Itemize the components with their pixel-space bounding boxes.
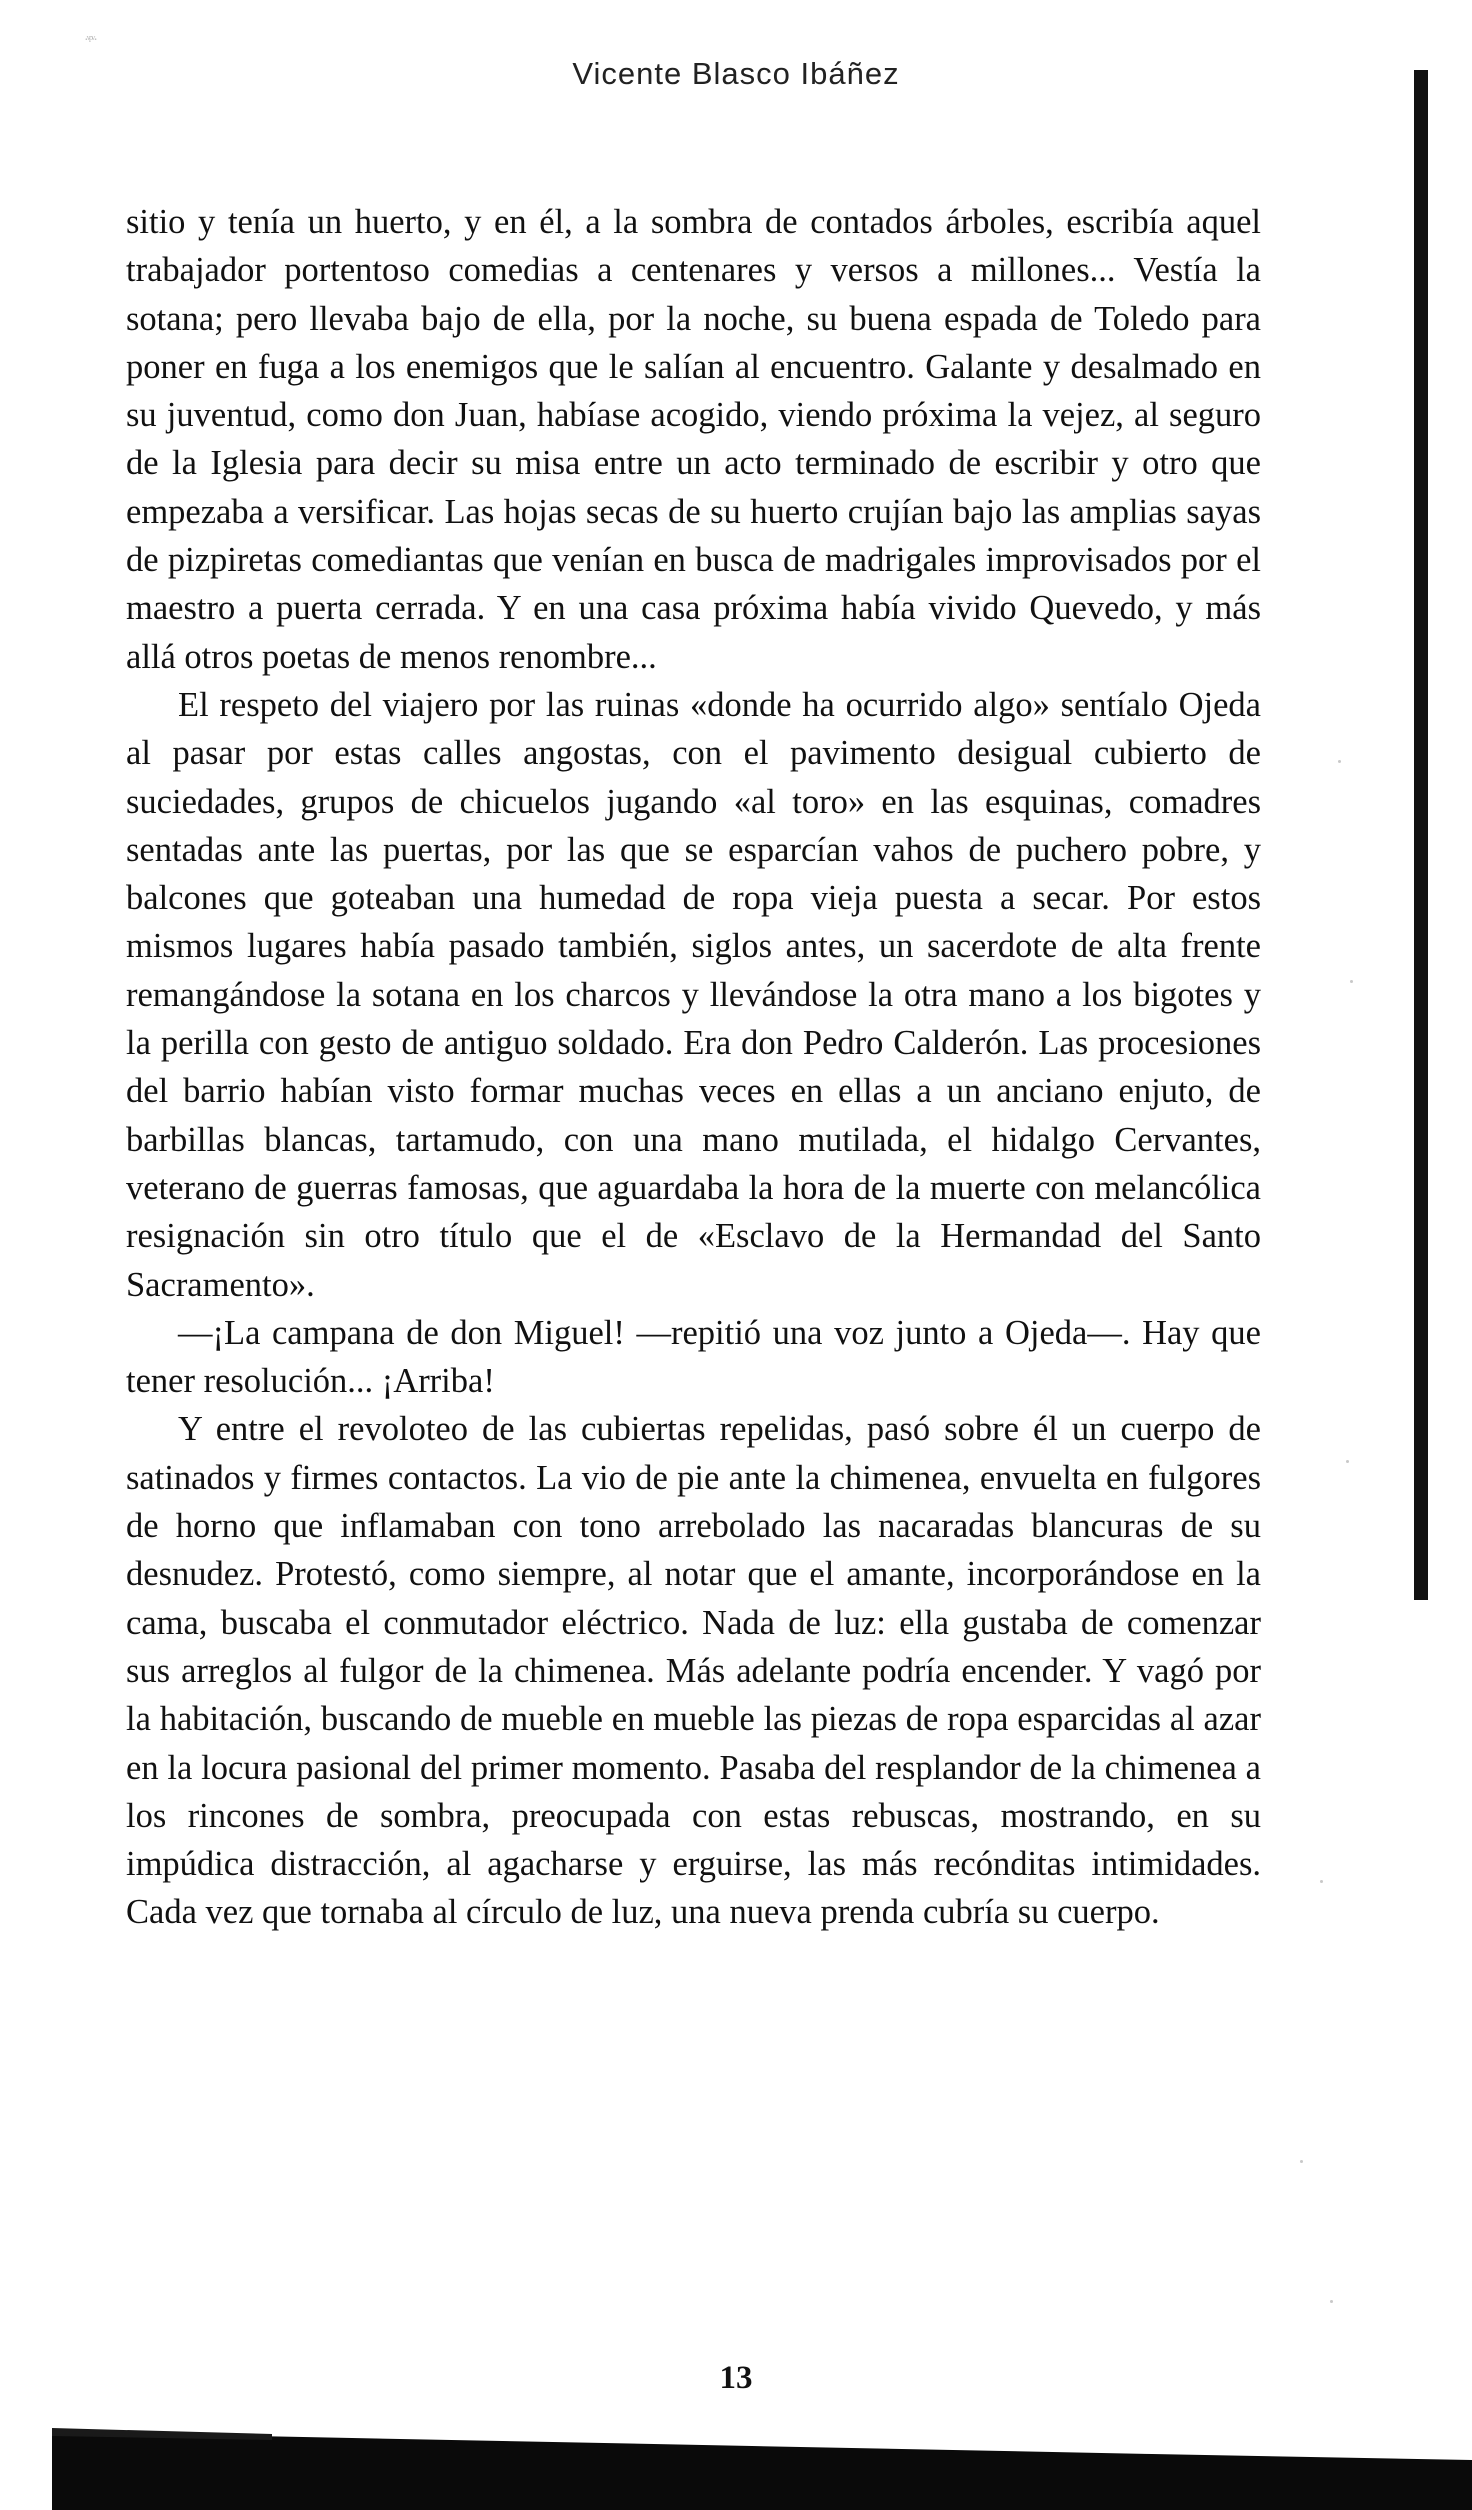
scan-binding-shadow: [1414, 70, 1428, 1600]
paragraph-4: Y entre el revoloteo de las cubiertas repelidas, pasó sobre él un cuerpo de satinados y firmes contactos. La vio de pie ante la chimenea, envuelta en fulgores de horno que inflamaban con tono arrebolado las nacaradas blancuras de su desnudez. Protestó, como siempre, al notar que el amante, incorporándose en la cama, buscaba el conmutador eléctrico. Nada de luz: ella gustaba de comenzar sus arreglos al fulgor de la chimenea. Más adelante podría encender. Y vagó por la habitación, buscando de mueble en mueble las piezas de ropa esparcidas al azar en la locura pasional del primer momento. Pasaba del resplandor de la chimenea a los rincones de sombra, preocupada con estas rebuscas, mostrando, en su impúdica distracción, al agacharse y erguirse, las más recónditas intimidades. Cada vez que tornaba al círculo de luz, una nueva prenda cubría su cuerpo.: [126, 1410, 1261, 1932]
paragraph-3: —¡La campana de don Miguel! —repitió una voz junto a Ojeda—. Hay que tener resolución... ¡Arriba!: [126, 1313, 1261, 1401]
scan-dust-dot: [1300, 2160, 1303, 2163]
scan-speck-mark: ·ᵛᵖᵛ·: [84, 33, 96, 48]
body-text: [126, 198, 1261, 1937]
scan-dust-dot: [1320, 1880, 1323, 1883]
paragraph-1: sitio y tenía un huerto, y en él, a la sombra de contados árboles, escribía aquel trabajador portentoso comedias a centenares y versos a millones... Vestía la sotana; pero llevaba bajo de ella, por la noche, su buena espada de Toledo para poner en fuga a los enemigos que le salían al encuentro. Galante y desalmado en su juventud, como don Juan, habíase acogido, viendo próxima la vejez, al seguro de la Iglesia para decir su misa entre un acto terminado de escribir y otro que empezaba a versificar. Las hojas secas de su huerto crujían bajo las amplias sayas de pizpiretas comediantas que venían en busca de madrigales improvisados por el maestro a puerta cerrada. Y en una casa próxima había vivido Quevedo, y más allá otros poetas de menos renombre...: [126, 203, 1261, 676]
running-header-author: Vicente Blasco Ibáñez: [572, 56, 900, 91]
page-number: 13: [719, 2360, 753, 2396]
scan-dust-dot: [1346, 1460, 1349, 1463]
paragraph-2: El respeto del viajero por las ruinas «donde ha ocurrido algo» sentíalo Ojeda al pasar por estas calles angostas, con el pavimento desigual cubierto de suciedades, grupos de chicuelos jugando «al toro» en las esquinas, comadres sentadas ante las puertas, por las que se esparcían vahos de puchero pobre, y balcones que goteaban una humedad de ropa vieja puesta a secar. Por estos mismos lugares había pasado también, siglos antes, un sacerdote de alta frente remangándose la sotana en los charcos y llevándose la otra mano a los bigotes y la perilla con gesto de antiguo soldado. Era don Pedro Calderón. Las procesiones del barrio habían visto formar muchas veces en ellas a un anciano enjuto, de barbillas blancas, tartamudo, con una mano mutilada, el hidalgo Cervantes, veterano de guerras famosas, que aguardaba la hora de la muerte con melancólica resignación sin otro título que el de «Esclavo de la Hermandad del Santo Sacramento».: [126, 685, 1261, 1304]
scan-dust-dot: [1338, 760, 1341, 763]
scan-dust-dot: [1350, 980, 1353, 983]
scan-dust-dot: [1330, 2300, 1333, 2303]
scan-bottom-edge: [52, 2370, 1472, 2510]
